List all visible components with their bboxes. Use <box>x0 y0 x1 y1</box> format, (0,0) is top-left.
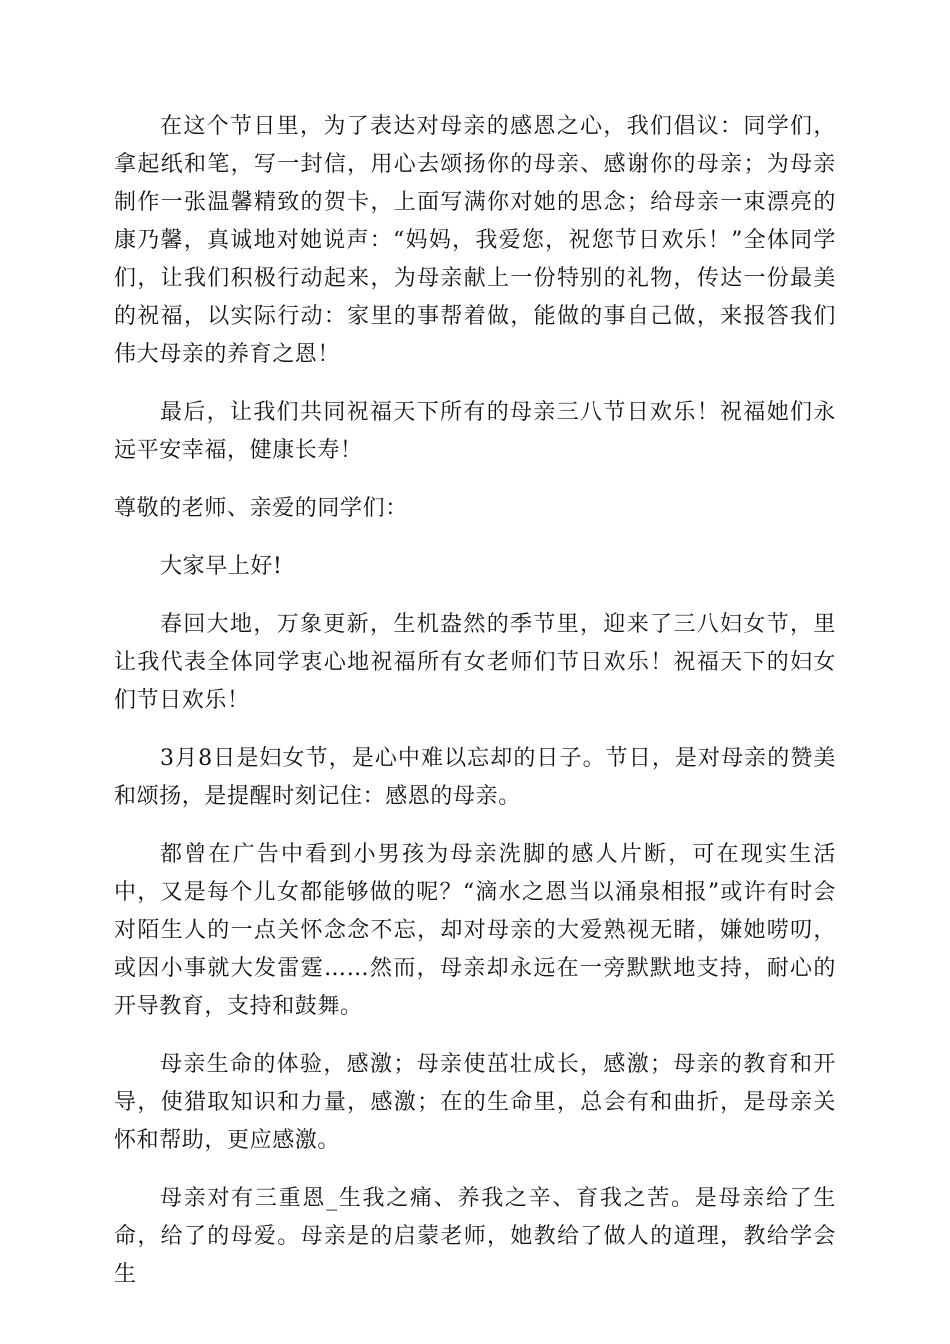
document-page <box>114 108 836 1314</box>
greeting: 大家早上好! <box>160 554 283 579</box>
salutation: 尊敬的老师、亲爱的同学们： <box>114 496 408 521</box>
paragraph-closing-wish: 最后，让我们共同祝福天下所有的母亲三八节日欢乐！祝福她们永远平安幸福，健康长寿！ <box>114 400 836 463</box>
paragraph-gratitude-proposal: 在这个节日里，为了表达对母亲的感恩之心，我们倡议：同学们，拿起纸和笔，写一封信，用心去颂扬你的母亲、感谢你的母亲；为母亲制作一张温馨精致的贺卡，上面写满你对她的思念；给母亲一束漂亮的康乃馨，真诚地对她说声：“妈妈，我爱您，祝您节日欢乐！”全体同学们，让我们积极行动起来，为母亲献上一份特别的礼物，传达一份最美的祝福，以实际行动：家里的事帮着做，能做的事自己做，来报答我们伟大母亲的养育之恩！ <box>114 114 836 367</box>
paragraph-three-graces: 母亲对有三重恩_生我之痛、养我之辛、育我之苦。是母亲给了生命，给了的母爱。母亲是的启蒙老师，她教给了做人的道理，教给学会生 <box>114 1186 836 1287</box>
paragraph-foot-washing: 都曾在广告中看到小男孩为母亲洗脚的感人片断，可在现实生活中，又是每个儿女都能够做的呢？“滴水之恩当以涌泉相报”或许有时会对陌生人的一点关怀念念不忘，却对母亲的大爱熟视无睹，嫌她唠叨，或因小事就大发雷霆……然而，母亲却永远在一旁默默地支持，耐心的开导教育，支持和鼓舞。 <box>114 842 836 1019</box>
paragraph-womens-day: 3月8日是妇女节，是心中难以忘却的日子。节日，是对母亲的赞美和颂扬，是提醒时刻记住：感恩的母亲。 <box>114 746 836 809</box>
paragraph-spring-greeting: 春回大地，万象更新，生机盎然的季节里，迎来了三八妇女节，里让我代表全体同学衷心地祝福所有女老师们节日欢乐！祝福天下的妇女们节日欢乐！ <box>114 612 836 713</box>
paragraph-gratitude: 母亲生命的体验，感激；母亲使茁壮成长，感激；母亲的教育和开导，使猎取知识和力量，感激；在的生命里，总会有和曲折，是母亲关怀和帮助，更应感激。 <box>114 1052 836 1153</box>
